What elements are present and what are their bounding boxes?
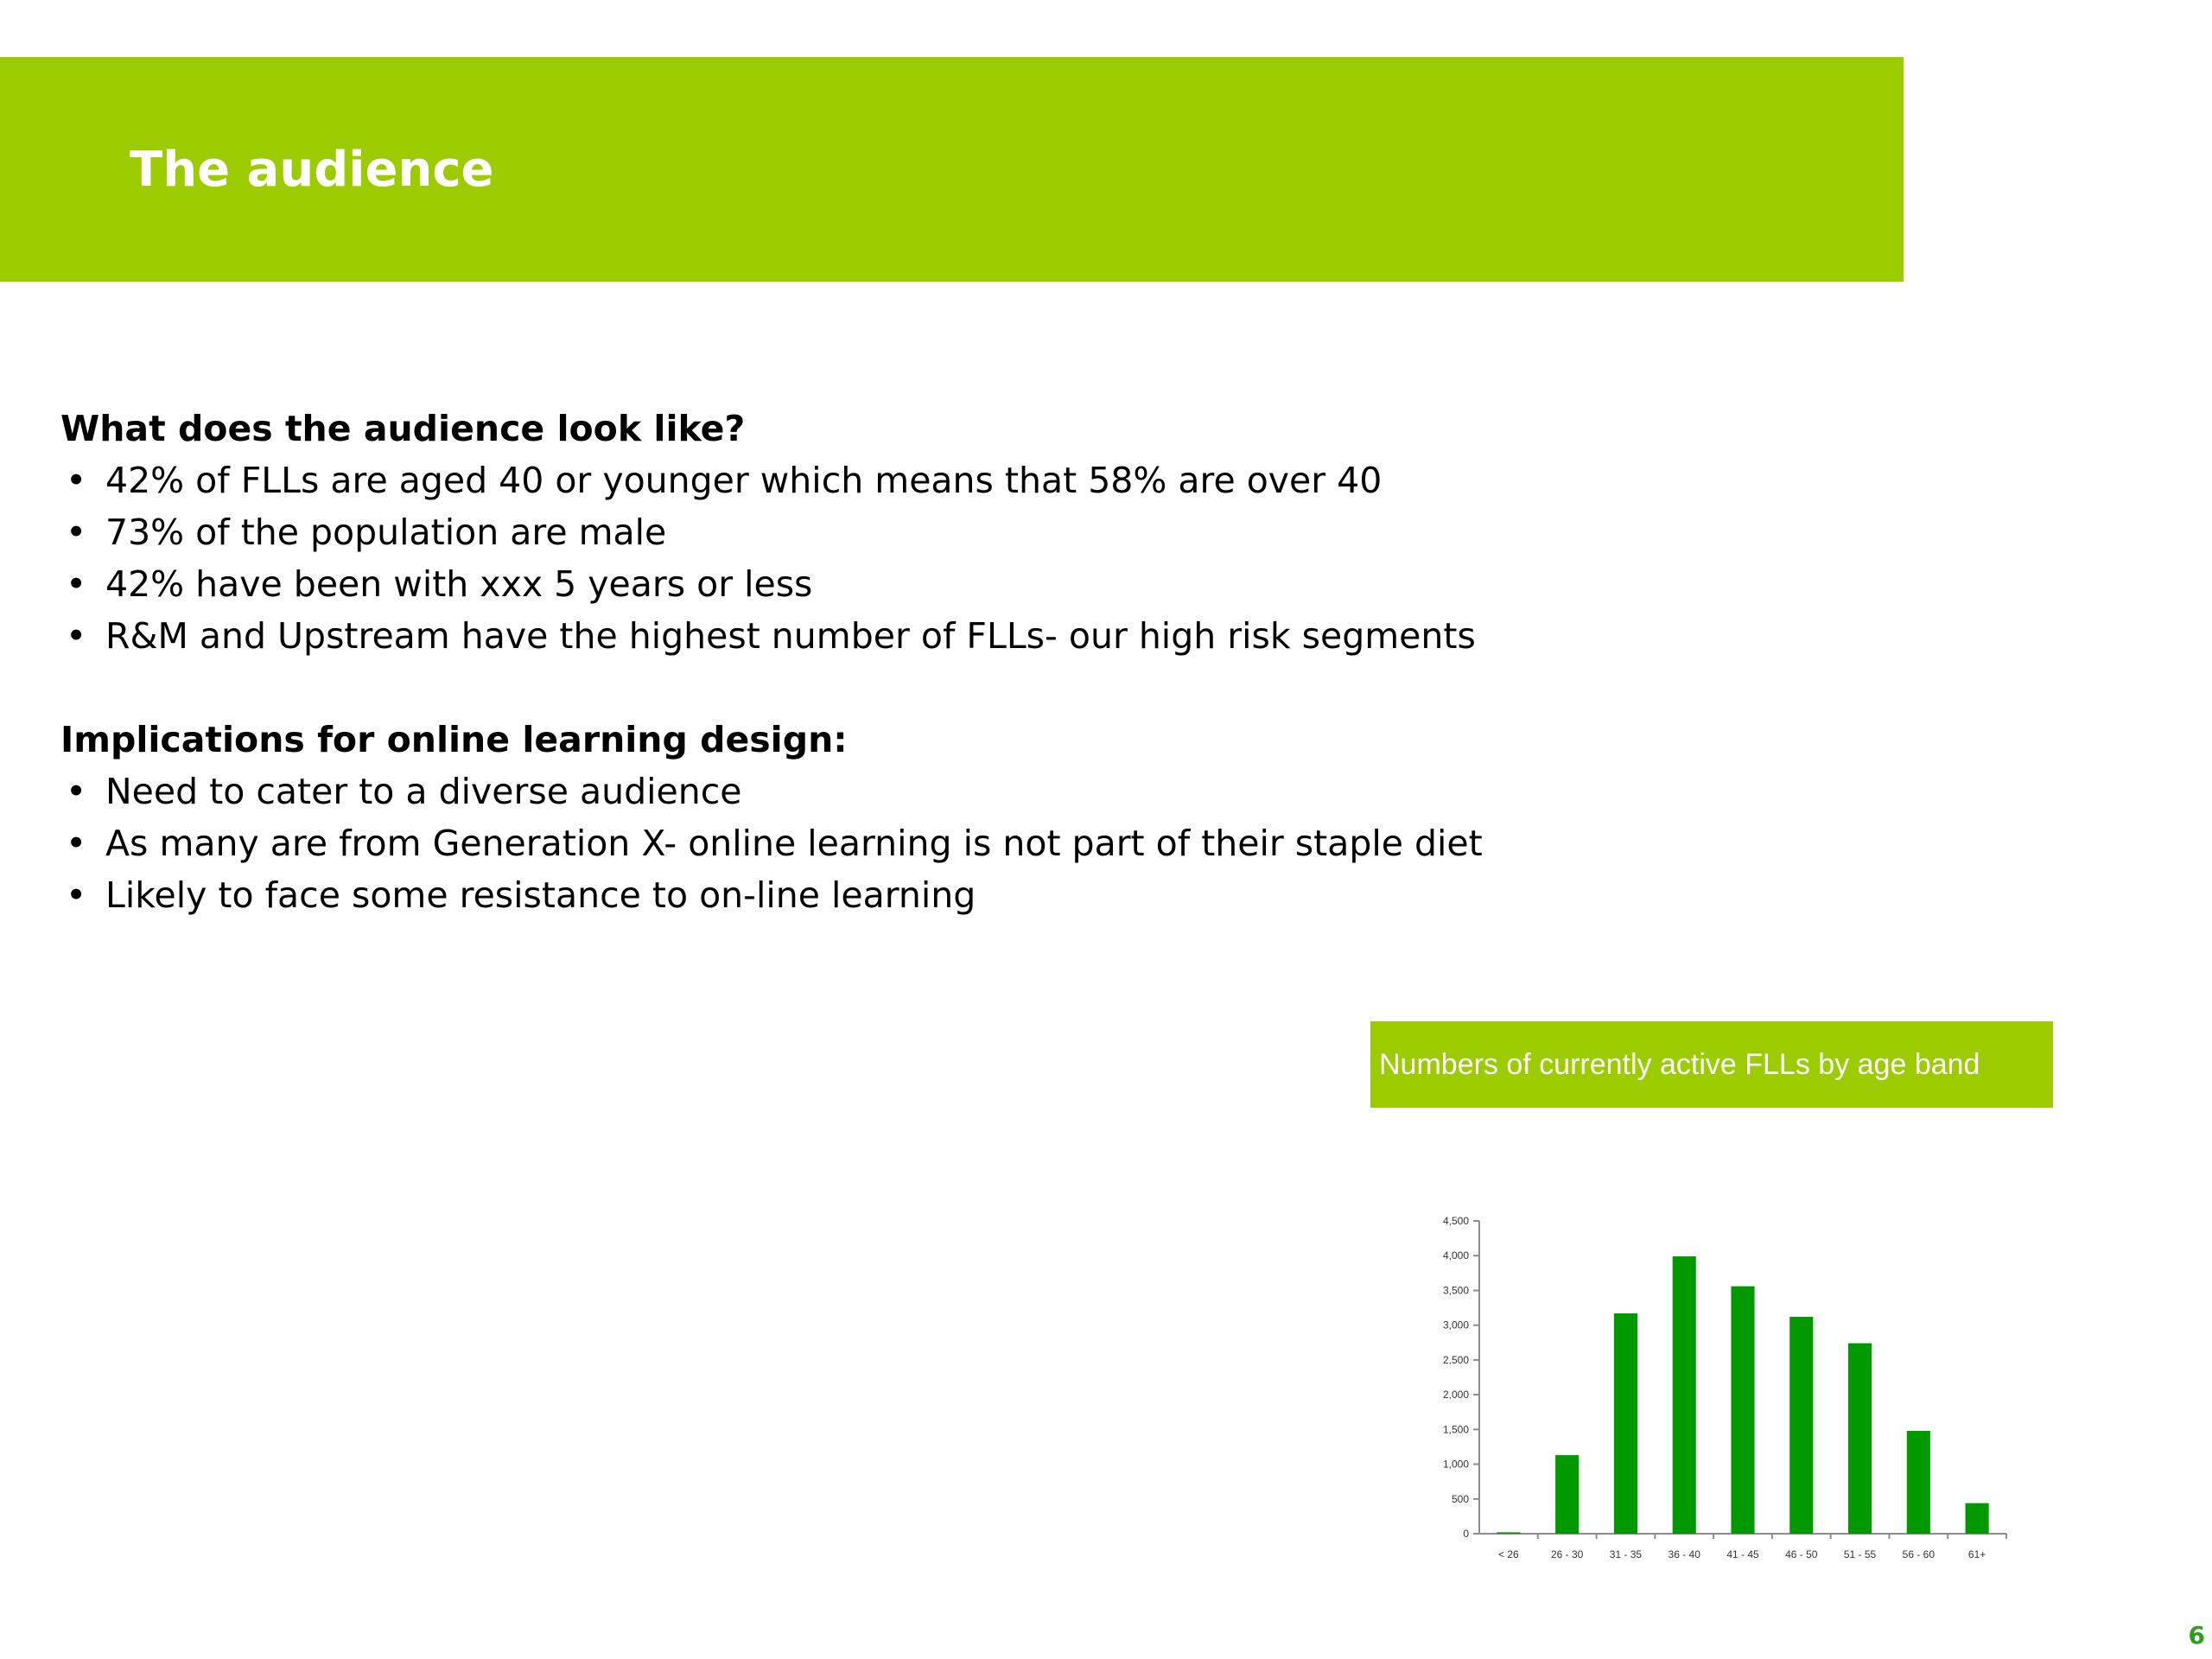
bullet-item — [60, 558, 1529, 610]
y-tick-label: 4,500 — [1442, 1215, 1469, 1227]
bullet-text: 42% of FLLs are aged 40 or younger which means that 58% are over 40 — [105, 460, 1382, 501]
x-tick-label: 46 - 50 — [1785, 1548, 1818, 1560]
y-tick-label: 0 — [1463, 1528, 1469, 1540]
bullet-text: 42% have been with xxx 5 years or less — [105, 563, 813, 605]
bullet-text: As many are from Generation X- online learning is not part of their staple diet — [105, 823, 1483, 864]
bar — [1614, 1313, 1637, 1534]
bullet-dot: • — [66, 512, 87, 553]
slide-content — [60, 403, 1529, 973]
bullet-item — [60, 766, 1529, 817]
section-heading-audience: What does the audience look like? — [60, 408, 746, 449]
x-tick-label: 61+ — [1967, 1548, 1986, 1560]
bullet-item — [60, 869, 1529, 921]
bullet-item — [60, 506, 1529, 558]
bullet-text: R&M and Upstream have the highest number of FLLs- our high risk segments — [105, 615, 1476, 657]
title-band — [0, 57, 1904, 282]
bar — [1848, 1344, 1872, 1534]
bullet-text: Need to cater to a diverse audience — [105, 771, 742, 812]
age-band-bar-chart — [1417, 1205, 2039, 1577]
bullet-item — [60, 817, 1529, 869]
bullet-text: Likely to face some resistance to on-line learning — [105, 874, 976, 916]
section-heading-implications: Implications for online learning design: — [60, 719, 848, 760]
y-tick-label: 4,000 — [1442, 1249, 1469, 1262]
slide-title: The audience — [130, 141, 494, 198]
y-tick-label: 3,000 — [1442, 1319, 1469, 1332]
x-tick-label: 56 - 60 — [1902, 1548, 1936, 1560]
x-tick-label: 41 - 45 — [1726, 1548, 1759, 1560]
y-tick-label: 1,500 — [1442, 1423, 1469, 1436]
bullet-list-audience — [60, 454, 1529, 662]
y-tick-label: 2,500 — [1442, 1353, 1469, 1366]
y-tick-label: 3,500 — [1442, 1284, 1469, 1297]
x-tick-label: < 26 — [1498, 1548, 1519, 1560]
bullet-item — [60, 610, 1529, 662]
x-tick-label: 51 - 55 — [1843, 1548, 1877, 1560]
bullet-list-implications — [60, 766, 1529, 921]
bar — [1789, 1317, 1813, 1534]
bullet-dot: • — [66, 771, 87, 812]
bar — [1673, 1256, 1696, 1534]
bullet-text: 73% of the population are male — [105, 512, 667, 553]
y-tick-label: 1,000 — [1442, 1458, 1469, 1471]
bullet-item — [60, 454, 1529, 506]
bullet-dot: • — [66, 615, 87, 657]
bar — [1731, 1287, 1754, 1534]
bullet-dot: • — [66, 874, 87, 916]
y-tick-label: 2,000 — [1442, 1389, 1469, 1402]
bullet-dot: • — [66, 823, 87, 864]
x-tick-label: 26 - 30 — [1550, 1548, 1584, 1560]
bullet-dot: • — [66, 460, 87, 501]
bar — [1966, 1503, 1989, 1534]
bullet-dot: • — [66, 563, 87, 605]
page-number: 6 — [2188, 1621, 2205, 1649]
x-tick-label: 31 - 35 — [1609, 1548, 1643, 1560]
bar — [1497, 1532, 1520, 1534]
x-tick-label: 36 - 40 — [1668, 1548, 1700, 1560]
bar — [1555, 1455, 1579, 1534]
chart-title: Numbers of currently active FLLs by age band — [1370, 1021, 2053, 1108]
bar — [1907, 1431, 1930, 1534]
y-tick-label: 500 — [1451, 1492, 1469, 1505]
